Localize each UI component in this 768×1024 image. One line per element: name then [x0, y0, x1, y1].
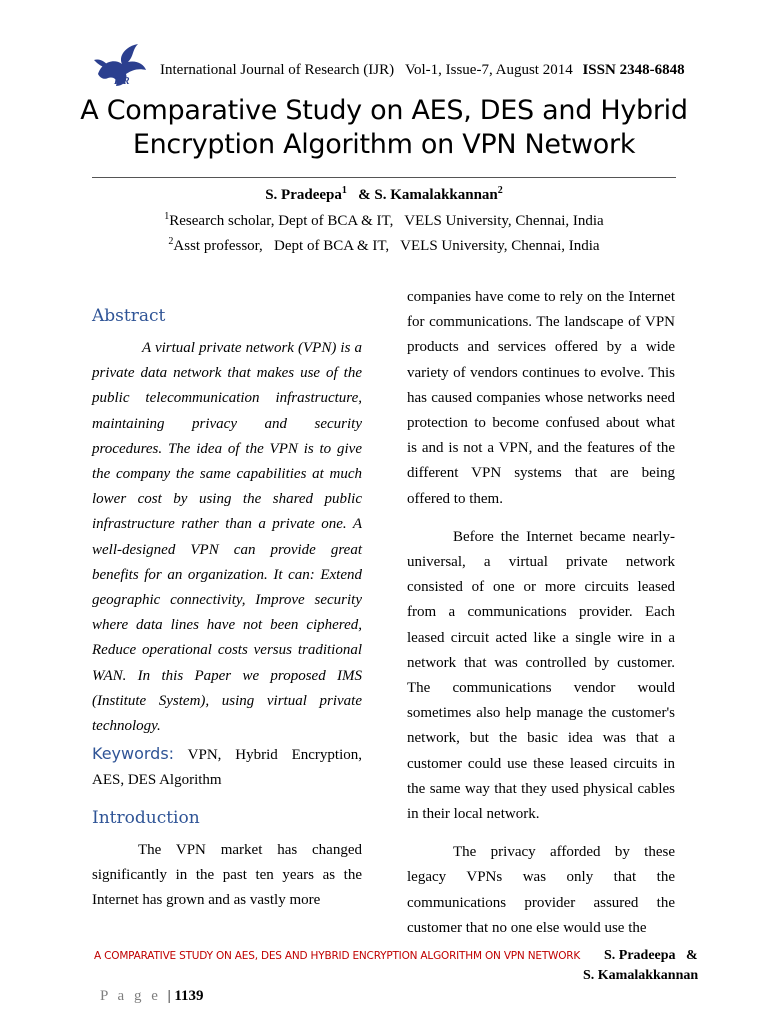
keywords-text: VPN, Hybrid Encryption, AES, DES Algorithm: [92, 747, 362, 789]
footer-title: A COMPARATIVE STUDY ON AES, DES AND HYBRID ENCRYPTION ALGORITHM ON VPN NETWORK: [94, 950, 581, 962]
affiliation-2-text: Asst professor, Dept of BCA & IT, VELS University, Chennai, India: [173, 238, 600, 254]
title-line-2: Encryption Algorithm on VPN Network: [132, 129, 636, 160]
keywords: [92, 741, 362, 793]
journal-logo: [88, 40, 152, 92]
abstract-text: A virtual private network (VPN) is a private data network that makes use of the public telecommunication infrastructure, maintaining privacy and security procedures. The idea of the VPN is to give the company the same capabilities at much lower cost by using the shared public infrastructure rather than a private one. A well-designed VPN can provide great benefits for an organization. It can: Extend geographic connectivity, Improve security where data lines have not been ciphered, Reduce operational costs versus traditional WAN. In this Paper we proposed IMS (Institute System), using virtual private technology.: [92, 340, 362, 735]
page-number-value: 1139: [174, 988, 204, 1004]
author-2: S. Kamalakkannan: [374, 187, 498, 203]
journal-info: International Journal of Research (IJR) Vol-1, Issue-7, August 2014: [160, 62, 573, 78]
footer-author-line-2: S. Kamalakkannan: [583, 968, 699, 983]
affiliation-1-text: Research scholar, Dept of BCA & IT, VELS University, Chennai, India: [169, 213, 604, 229]
keywords-label: Keywords:: [92, 744, 175, 764]
abstract-heading: Abstract: [92, 306, 166, 326]
paper-title: [40, 94, 728, 162]
author-separator: &: [346, 187, 375, 203]
affiliation-2-sup: 2: [168, 236, 174, 247]
author-1: S. Pradeepa: [265, 187, 342, 203]
logo-text: IJR: [114, 76, 130, 87]
left-column: [92, 296, 362, 913]
affiliation-2: [0, 236, 768, 255]
footer-author-line-1: S. Pradeepa &: [604, 948, 698, 963]
right-paragraph-2: Before the Internet became nearly-universal, a virtual private network consisted of one or more circuits leased from a communications provider. Each leased circuit acted like a single wire in a network that was controlled by customer. The communications vendor would sometimes also help manage the customer's network, but the basic idea was that a customer could use these leased circuits in the same way that they used physical cables in their local network.: [407, 528, 675, 823]
title-line-1: A Comparative Study on AES, DES and Hybrid: [80, 95, 688, 126]
page-label: P a g e: [100, 988, 168, 1004]
right-paragraph-3: The privacy afforded by these legacy VPNs was only that the communications provider assured the customer that no one else would use the: [407, 844, 675, 936]
right-paragraph-1: companies have come to rely on the Internet for communications. The landscape of VPN products and services offered by a wide variety of vendors continues to evolve. This has caused companies whose networks need protection to become confused about what is and is not a VPN, and the features of the different VPN systems that are being offered to them.: [407, 289, 675, 507]
introduction-paragraph: The VPN market has changed significantly in the past ten years as the Internet has grown and as vastly more: [92, 841, 362, 909]
affiliation-1-sup: 1: [164, 211, 170, 222]
introduction-heading: Introduction: [92, 807, 200, 828]
right-column: [407, 285, 675, 941]
authors: [0, 185, 768, 204]
title-divider: [92, 177, 676, 178]
journal-header: [160, 62, 685, 79]
page-separator: |: [167, 988, 175, 1004]
affiliation-1: [0, 211, 768, 230]
author-2-sup: 2: [497, 185, 503, 196]
page-number: [100, 988, 204, 1005]
issn: ISSN 2348-6848: [582, 62, 685, 78]
author-1-sup: 1: [341, 185, 347, 196]
